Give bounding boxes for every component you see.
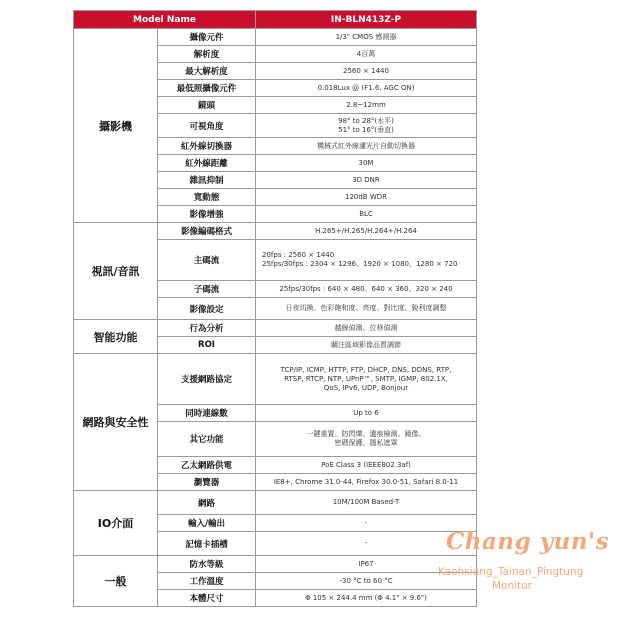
watermark-title: Chang yun's <box>446 528 610 555</box>
spec-value-line: BLC <box>359 209 373 218</box>
section-category: 智能功能 <box>74 320 158 354</box>
section-category: 視訊/音訊 <box>74 223 158 320</box>
spec-value-line: 一鍵重置、防閃爍、遺痕檢測、鏡像、 <box>306 430 426 438</box>
spec-value-line: Φ 105 × 244.4 mm (Φ 4.1" × 9.6") <box>305 593 427 602</box>
spec-value <box>256 189 477 206</box>
spec-value <box>256 80 477 97</box>
spec-value <box>256 474 477 491</box>
spec-value-line: 4百萬 <box>356 49 376 58</box>
spec-value <box>256 114 477 138</box>
spec-value-line: 10M/100M Based-T <box>332 498 400 506</box>
spec-label: ROI <box>158 337 256 354</box>
spec-value-line: - <box>364 518 368 527</box>
spec-label: 同時連線數 <box>158 405 256 422</box>
spec-value <box>256 457 477 474</box>
table-row <box>74 354 477 405</box>
spec-value-line: 2.8~12mm <box>346 100 386 109</box>
spec-label: 防水等級 <box>158 556 256 573</box>
table-row <box>74 29 477 46</box>
spec-value-line: IE8+, Chrome 31.0-44, Firefox 30.0-51, Safari 8.0-11 <box>273 477 459 486</box>
spec-label: 網路 <box>158 491 256 515</box>
spec-value <box>256 320 477 337</box>
spec-value <box>256 172 477 189</box>
spec-label: 解析度 <box>158 46 256 63</box>
spec-label: 瀏覽器 <box>158 474 256 491</box>
spec-label: 行為分析 <box>158 320 256 337</box>
watermark-subtitle: Kaohsiung_Tainan_Pingtung <box>438 566 584 578</box>
spec-label: 乙太網路供電 <box>158 457 256 474</box>
spec-value <box>256 422 477 457</box>
spec-value-line: 120dB WDR <box>344 192 387 201</box>
spec-value-line: RTSP, RTCP, NTP, UPnP™, SMTP, IGMP, 802.1X, <box>284 374 448 383</box>
spec-table <box>73 10 477 607</box>
spec-value <box>256 298 477 320</box>
spec-value-line: 25fps/30fps : 640 × 480、640 × 360、320 × 240 <box>279 284 453 293</box>
spec-value <box>256 46 477 63</box>
model-name-label: Model Name <box>74 11 256 29</box>
spec-value-line: 20fps : 2560 × 1440 <box>262 251 335 259</box>
spec-value-line: - <box>364 539 368 547</box>
spec-label: 影像設定 <box>158 298 256 320</box>
spec-label: 影像增強 <box>158 206 256 223</box>
section-category: 網路與安全性 <box>74 354 158 491</box>
spec-value <box>256 63 477 80</box>
spec-label: 最大解析度 <box>158 63 256 80</box>
spec-value-line: PoE Class 3 (IEEE802.3af) <box>321 460 411 469</box>
spec-value-line: Up to 6 <box>353 408 379 417</box>
spec-value <box>256 240 477 281</box>
table-row <box>74 491 477 515</box>
spec-value <box>256 354 477 405</box>
spec-value-line: 日夜切換、色彩飽和度、亮度、對比度、銳利度調整 <box>285 304 447 312</box>
spec-value-line: 0.018Lux @ (F1.6, AGC ON) <box>317 83 415 92</box>
spec-label: 影像編碼格式 <box>158 223 256 240</box>
spec-value <box>256 138 477 155</box>
section-category: 攝影機 <box>74 29 158 223</box>
table-row <box>74 320 477 337</box>
spec-label: 紅外線切換器 <box>158 138 256 155</box>
spec-value-line: IP67 <box>358 559 374 568</box>
spec-label: 工作溫度 <box>158 573 256 590</box>
watermark-logo <box>438 528 608 598</box>
spec-label: 本體尺寸 <box>158 590 256 607</box>
spec-value-line: H.265+/H.265/H.264+/H.264 <box>315 226 417 235</box>
spec-value-line: 3D DNR <box>352 175 380 184</box>
spec-value <box>256 405 477 422</box>
spec-value-line: -30 °C to 60 °C <box>339 576 393 585</box>
spec-table-body <box>74 29 477 607</box>
spec-value-line: 機械式紅外線濾光片自動切換器 <box>317 141 415 150</box>
spec-value-line: 密碼保護、隱私遮罩 <box>334 439 398 447</box>
table-header-row <box>74 11 477 29</box>
spec-label: 可視角度 <box>158 114 256 138</box>
section-category: 一般 <box>74 556 158 607</box>
spec-value <box>256 337 477 354</box>
spec-label: 寬動態 <box>158 189 256 206</box>
spec-value <box>256 97 477 114</box>
spec-value-line: 98° to 28°(水平) <box>338 116 394 125</box>
spec-value-line: 越線偵測、位移偵測 <box>334 323 398 332</box>
spec-value-line: 25fps/30fps : 2304 × 1296、1920 × 1080、1280 × 720 <box>262 260 458 268</box>
spec-value-line: 2560 × 1440 <box>343 66 389 75</box>
spec-value <box>256 281 477 298</box>
spec-value-line: 51° to 16°(垂直) <box>338 125 394 134</box>
spec-label: 子碼流 <box>158 281 256 298</box>
spec-label: 攝像元件 <box>158 29 256 46</box>
spec-value-line: 關注區域影像品質調節 <box>331 340 401 349</box>
spec-sheet <box>73 10 476 607</box>
spec-value-line: 30M <box>358 158 374 167</box>
spec-label: 鏡頭 <box>158 97 256 114</box>
spec-value-line: QoS, IPv6, UDP, Bonjour <box>323 383 409 392</box>
spec-label: 輸入/輸出 <box>158 515 256 532</box>
spec-label: 其它功能 <box>158 422 256 457</box>
spec-value <box>256 155 477 172</box>
spec-label: 雜訊抑制 <box>158 172 256 189</box>
section-category: IO介面 <box>74 491 158 556</box>
spec-value-line: 1/3" CMOS 感測器 <box>335 32 397 41</box>
table-row <box>74 223 477 240</box>
spec-label: 記憶卡插槽 <box>158 532 256 556</box>
spec-label: 紅外線距離 <box>158 155 256 172</box>
spec-label: 主碼流 <box>158 240 256 281</box>
spec-label: 最低照攝像元件 <box>158 80 256 97</box>
table-row <box>74 556 477 573</box>
watermark-subtitle-2: Monitor <box>492 580 532 592</box>
spec-value <box>256 491 477 515</box>
spec-value-line: TCP/IP, ICMP, HTTP, FTP, DHCP, DNS, DDNS, RTP, <box>280 365 452 374</box>
spec-label: 支援網路協定 <box>158 354 256 405</box>
spec-value <box>256 206 477 223</box>
spec-value <box>256 223 477 240</box>
spec-value <box>256 29 477 46</box>
model-name-value: IN-BLN413Z-P <box>256 11 477 29</box>
